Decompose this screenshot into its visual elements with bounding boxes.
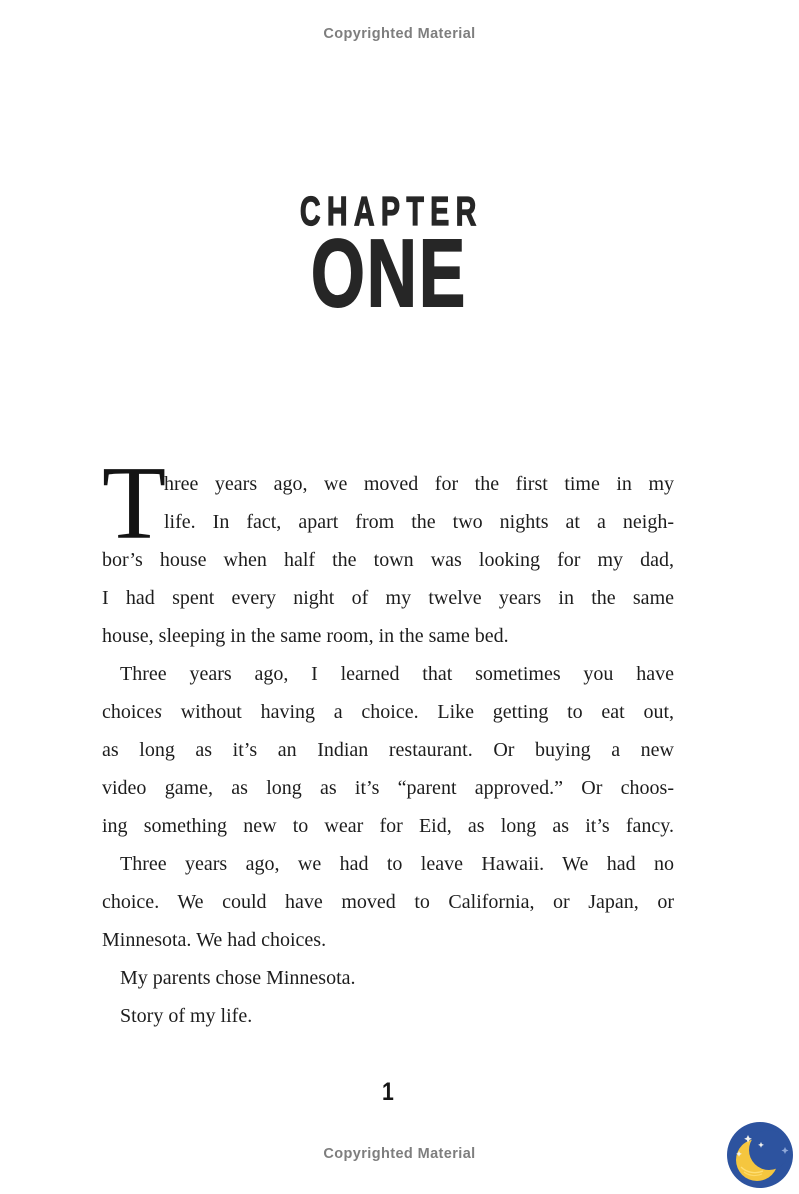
body-line: video game, as long as it’s “parent approved.” Or choos-	[102, 777, 674, 799]
paragraph	[102, 655, 674, 845]
moon-icon[interactable]	[727, 1122, 793, 1188]
moon-icon-svg	[727, 1122, 793, 1188]
body-line: hree years ago, we moved for the first time in my	[164, 473, 674, 495]
body-line: house, sleeping in the same room, in the same bed.	[102, 625, 509, 647]
body-line: as long as it’s an Indian restaurant. Or buying a new	[102, 739, 674, 761]
body-line: Minnesota. We had choices.	[102, 929, 327, 951]
paragraph	[102, 845, 674, 959]
body-line: choices without having a choice. Like getting to eat out,	[102, 701, 674, 723]
chapter-title-row	[102, 220, 674, 327]
body-line: Three years ago, I learned that sometimes you have	[120, 663, 674, 685]
page-number-row	[102, 1078, 674, 1107]
page-number: 1	[382, 1078, 394, 1106]
body-line: My parents chose Minnesota.	[120, 967, 356, 989]
body-line: I had spent every night of my twelve years in the same	[102, 587, 674, 609]
paragraph	[102, 959, 674, 997]
drop-cap: T	[102, 444, 167, 561]
paragraph	[102, 444, 674, 655]
body-line: Three years ago, we had to leave Hawaii. We had no	[120, 853, 674, 875]
copyright-notice-bottom: Copyrighted Material	[323, 1146, 476, 1162]
chapter-kicker: CHAPTER	[299, 188, 483, 234]
body-line: choice. We could have moved to California, or Japan, or	[102, 891, 674, 913]
body-line: bor’s house when half the town was looking for my dad,	[102, 549, 674, 571]
chapter-title: ONE	[310, 220, 468, 327]
body-line: ing something new to wear for Eid, as long as it’s fancy.	[102, 815, 674, 837]
body-text	[102, 444, 674, 1035]
body-line: life. In fact, apart from the two nights at a neigh-	[164, 511, 674, 533]
paragraph	[102, 997, 674, 1035]
body-line: Story of my life.	[120, 1005, 253, 1027]
copyright-notice-top: Copyrighted Material	[323, 26, 476, 42]
